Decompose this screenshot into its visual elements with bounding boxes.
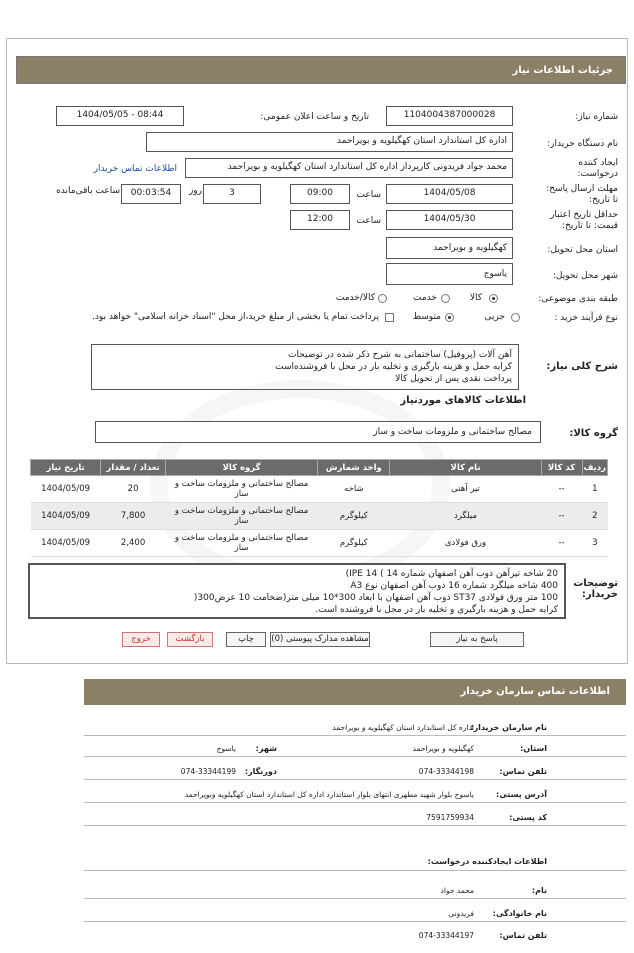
contact-postal-value: 7591759934 xyxy=(426,813,474,822)
category-radio-service[interactable] xyxy=(441,294,450,303)
city-field: یاسوج xyxy=(386,263,513,285)
divider xyxy=(84,756,626,757)
cell-unit: شاخه xyxy=(318,476,390,503)
cell-unit: کیلوگرم xyxy=(318,530,390,557)
creator-info-title: اطلاعات ایجاد‌کننده درخواست: xyxy=(427,857,547,866)
buyer-org-label: نام دستگاه خریدار: xyxy=(547,139,618,149)
summary-line: آهن آلات (پروفیل) ساختمانی به شرح ذکر شده در توضیحات xyxy=(288,350,512,360)
cell-row: 1 xyxy=(582,476,607,503)
validity-date-field: 1404/05/30 xyxy=(386,210,513,230)
cell-date: 1404/05/09 xyxy=(31,530,101,557)
divider xyxy=(84,825,626,826)
province-field: کهگیلویه و بویراحمد xyxy=(386,237,513,259)
notes-line: 400 شاخه میلگرد شماره 16 ذوب آهن اصفهان نوع A3 xyxy=(350,581,558,591)
creator-family-value: فریدونی xyxy=(448,909,474,918)
cell-unit: کیلوگرم xyxy=(318,503,390,530)
cell-code: -- xyxy=(541,476,582,503)
divider xyxy=(84,898,626,899)
remaining-field: 00:03:54 xyxy=(121,184,181,204)
contact-org-value: اداره کل استاندارد استان کهگیلویه و بویراحمد xyxy=(332,723,474,732)
deadline-time-label: ساعت xyxy=(356,190,381,200)
cell-group: مصالح ساختمانی و ملزومات ساخت و ساز xyxy=(165,530,317,557)
divider xyxy=(84,735,626,736)
contact-city-value: یاسوج xyxy=(216,744,236,753)
notes-box xyxy=(28,563,566,619)
contact-phone-value: 074-33344198 xyxy=(418,767,474,776)
category-label: طبقه بندی موضوعی: xyxy=(538,294,618,304)
table-row xyxy=(31,530,608,557)
creator-phone-value: 074-33344197 xyxy=(418,931,474,940)
col-qty: تعداد / مقدار xyxy=(101,460,166,476)
remaining-label: ساعت باقی‌مانده xyxy=(56,186,120,196)
goods-section-title: اطلاعات کالاهای مورد‌نیاز xyxy=(400,395,526,406)
col-code: کد کالا xyxy=(541,460,582,476)
contact-postal-label: کد پستی: xyxy=(509,813,547,822)
creator-family-label: نام خانوادگی: xyxy=(492,909,547,918)
summary-line: کرایه حمل و هزینه بارگیری و تخلیه بار در محل با فروشنده‌است xyxy=(275,362,512,372)
contact-org-label: نام سازمان خریدار: xyxy=(470,723,547,732)
cell-qty: 7,800 xyxy=(101,503,166,530)
days-field: 3 xyxy=(203,184,261,204)
contact-fax-label: دورنگار: xyxy=(244,767,277,776)
notes-line: کرایه حمل و هزینه بارگیری و تخلیه بار در محل با فروشنده است. xyxy=(315,605,558,615)
back-button[interactable]: بازگشت xyxy=(167,632,213,647)
process-option-medium: متوسط xyxy=(412,312,441,322)
announce-field: 1404/05/05 - 08:44 xyxy=(56,106,184,126)
divider xyxy=(84,779,626,780)
validity-time-label: ساعت xyxy=(356,216,381,226)
col-row: ردیف xyxy=(582,460,607,476)
reply-button[interactable]: پاسخ به نیاز xyxy=(430,632,524,647)
col-date: تاریخ نیاز xyxy=(31,460,101,476)
cell-qty: 20 xyxy=(101,476,166,503)
notes-line: 100 متر ورق فولادی ST37 ذوب آهن اصفهان با ابعاد 300*10 میلی متر(ضخامت 10 عرض300( xyxy=(193,593,558,603)
cell-date: 1404/05/09 xyxy=(31,476,101,503)
table-row xyxy=(31,503,608,530)
divider xyxy=(84,802,626,803)
exit-button[interactable]: خروج xyxy=(122,632,160,647)
creator-phone-label: تلفن تماس: xyxy=(499,931,547,940)
divider xyxy=(84,870,626,871)
contact-header: اطلاعات تماس سازمان خریدار xyxy=(84,679,626,705)
col-name: نام کالا xyxy=(390,460,541,476)
category-option-both: کالا/خدمت xyxy=(335,293,375,303)
cell-row: 2 xyxy=(582,503,607,530)
notes-line: 20 شاخه تیرآهن ذوب آهن اصفهان شماره 14 ) IPE 14) xyxy=(345,569,558,579)
print-button[interactable]: چاپ xyxy=(226,632,266,647)
col-group: گروه کالا xyxy=(165,460,317,476)
category-option-goods: کالا xyxy=(469,293,482,303)
contact-fax-value: 074-33344199 xyxy=(180,767,236,776)
page-header xyxy=(16,56,626,84)
cell-name: ورق فولادی xyxy=(390,530,541,557)
payment-note: پرداخت تمام یا بخشی از مبلغ خرید،از محل "اسناد خزانه اسلامی" خواهد بود. xyxy=(91,312,379,322)
province-label: استان محل تحویل: xyxy=(547,245,618,255)
cell-date: 1404/05/09 xyxy=(31,503,101,530)
buyer-org-field: اداره کل استاندارد استان کهگیلویه و بویراحمد xyxy=(146,132,513,152)
summary-line: پرداخت نقدی پس از تحویل کالا xyxy=(395,374,512,384)
cell-row: 3 xyxy=(582,530,607,557)
days-label: روز xyxy=(188,186,202,196)
validity-label: حداقل تاریخ اعتبار قیمت: تا تاریخ: xyxy=(550,210,618,231)
creator-name-value: محمد جواد xyxy=(440,886,474,895)
goods-group-label: گروه کالا: xyxy=(569,428,618,439)
contact-province-label: استان: xyxy=(520,744,547,753)
contact-info-link[interactable]: اطلاعات تماس خریدار xyxy=(93,164,177,174)
contact-address-value: یاسوج بلوار شهید مطهری انتهای بلوار استاندارد اداره کل استاندارد استان کهگیلویه وبویراحمد xyxy=(184,790,474,799)
process-radio-minor[interactable] xyxy=(511,313,520,322)
process-option-minor: جزیی xyxy=(484,312,505,322)
divider xyxy=(84,921,626,922)
treasury-checkbox[interactable] xyxy=(385,313,394,322)
need-number-field: 1104004387000028 xyxy=(386,106,513,126)
cell-name: میلگرد xyxy=(390,503,541,530)
goods-group-field: مصالح ساختمانی و ملزومات ساخت و ساز xyxy=(95,421,541,443)
summary-label: شرح کلی نیاز: xyxy=(546,361,618,372)
city-label: شهر محل تحویل: xyxy=(552,271,618,281)
category-radio-both[interactable] xyxy=(378,294,387,303)
cell-qty: 2,400 xyxy=(101,530,166,557)
cell-group: مصالح ساختمانی و ملزومات ساخت و ساز xyxy=(165,476,317,503)
cell-group: مصالح ساختمانی و ملزومات ساخت و ساز xyxy=(165,503,317,530)
deadline-label: مهلت ارسال پاسخ: تا تاریخ: xyxy=(546,184,618,205)
need-number-label: شماره نیاز: xyxy=(575,112,618,122)
category-option-service: خدمت xyxy=(413,293,437,303)
creator-field: محمد جواد فریدونی کارپرداز اداره کل استاندارد استان کهگیلویه و بویراحمد xyxy=(185,158,513,178)
col-unit: واحد شمارش xyxy=(318,460,390,476)
creator-label: ایجاد کننده درخواست: xyxy=(577,158,618,179)
announce-label: تاریخ و ساعت اعلان عمومی: xyxy=(260,112,369,122)
cell-code: -- xyxy=(541,503,582,530)
contact-city-label: شهر: xyxy=(255,744,277,753)
contact-phone-label: تلفن تماس: xyxy=(499,767,547,776)
notes-label: توضیحات خریدار: xyxy=(573,578,618,600)
validity-time-field: 12:00 xyxy=(290,210,350,230)
category-radio-goods[interactable] xyxy=(489,294,498,303)
cell-code: -- xyxy=(541,530,582,557)
deadline-time-field: 09:00 xyxy=(290,184,350,204)
creator-name-label: نام: xyxy=(531,886,547,895)
page-title: جزئیات اطلاعات نیاز xyxy=(512,65,613,76)
process-label: نوع فرآیند خرید : xyxy=(554,313,618,323)
table-row xyxy=(31,476,608,503)
contact-province-value: کهگیلویه و بویراحمد xyxy=(412,744,474,753)
attachments-button[interactable]: مشاهده مدارک پیوستی (0) xyxy=(270,632,370,647)
contact-address-label: آدرس پستی: xyxy=(496,790,547,799)
cell-name: تیر آهنی xyxy=(390,476,541,503)
process-radio-medium[interactable] xyxy=(445,313,454,322)
goods-table xyxy=(30,459,608,557)
deadline-date-field: 1404/05/08 xyxy=(386,184,513,204)
